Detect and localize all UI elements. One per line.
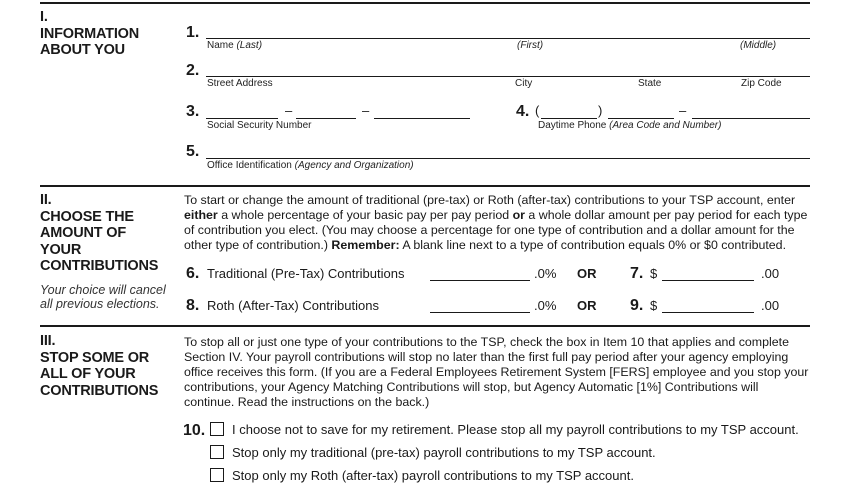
office-id-label: Office Identification (Agency and Organization) [207,160,414,171]
item-4-number: 4. [516,103,530,120]
ssn-part-3[interactable] [374,118,470,119]
section-1-top-rule [40,2,810,4]
roth-dollar-field[interactable] [662,312,754,313]
office-id-field[interactable] [206,158,810,159]
zip-code-label: Zip Code [741,78,782,89]
phone-number-field[interactable] [692,118,810,119]
name-label: Name (Last) [207,40,263,51]
traditional-percent-field[interactable] [430,280,530,281]
street-address-label: Street Address [207,78,273,89]
traditional-percent-suffix: .0% [534,266,557,281]
section-3-top-rule [40,325,810,327]
stop-traditional-checkbox[interactable] [210,445,224,459]
section-3-heading: III. STOP SOME OR ALL OF YOUR CONTRIBUTIONS [40,333,159,399]
ssn-dash-1: – [285,103,293,118]
section-2-instructions: To start or change the amount of traditional (pre-tax) or Roth (after-tax) contributions to your TSP account, enter either a whole percentage of your basic pay per pay period or a whole dollar amount per pay period for each type of contribution you elect. (You may choose a percentage for one type of contribution and a dollar amount for the other type of contribution.) Remember: A blank line next to a type of contribution equals 0% or $0 contributed. [184,193,808,252]
state-label: State [638,78,662,89]
phone-prefix-field[interactable] [608,118,674,119]
phone-label: Daytime Phone (Area Code and Number) [538,120,722,131]
first-name-label: (First) [517,40,544,51]
item-2-number: 2. [186,62,200,79]
item-6-number: 6. [186,265,200,282]
roth-cents-suffix: .00 [761,298,780,313]
stop-traditional-label: Stop only my traditional (pre-tax) payroll contributions to my TSP account. [232,445,656,460]
section-2-top-rule [40,185,810,187]
roth-percent-suffix: .0% [534,298,557,313]
traditional-contributions-label: Traditional (Pre-Tax) Contributions [207,266,405,281]
address-field[interactable] [206,76,810,77]
phone-paren-close: ) [598,103,603,118]
dollar-sign-1: $ [650,266,658,281]
traditional-cents-suffix: .00 [761,266,780,281]
section-3-instructions: To stop all or just one type of your contributions to the TSP, check the box in Item 10 that applies and complete Section IV. Your payroll contributions will stop no later than the first full pay period after your agency employing office receives this form. (If you are a Federal Employees Retirement System [FERS] employee and you stop your contributions, your Agency Matching Contributions will stop, but Agency Automatic [1%] Contributions will continue. Read the instructions on the back.) [184,335,809,409]
name-field[interactable] [206,38,810,39]
traditional-dollar-field[interactable] [662,280,754,281]
item-1-number: 1. [186,24,200,41]
item-10-number: 10. [183,422,206,439]
item-8-number: 8. [186,297,200,314]
stop-roth-label: Stop only my Roth (after-tax) payroll contributions to my TSP account. [232,468,634,483]
item-5-number: 5. [186,143,200,160]
phone-paren-open: ( [535,103,540,118]
ssn-part-1[interactable] [206,118,278,119]
dollar-sign-2: $ [650,298,658,313]
middle-name-label: (Middle) [740,40,777,51]
section-2-heading: II. CHOOSE THE AMOUNT OF YOUR CONTRIBUTIONS [40,192,159,274]
section-1-heading: I. INFORMATION ABOUT YOU [40,9,140,58]
city-label: City [515,78,533,89]
or-label-2: OR [577,298,597,313]
or-label-1: OR [577,266,597,281]
roth-percent-field[interactable] [430,312,530,313]
stop-all-label: I choose not to save for my retirement. Please stop all my payroll contributions to my TSP account. [232,422,799,437]
phone-dash: – [679,103,687,118]
stop-all-checkbox[interactable] [210,422,224,436]
section-2-note: Your choice will cancel all previous elections. [40,283,166,311]
area-code-field[interactable] [541,118,597,119]
item-3-number: 3. [186,103,200,120]
item-9-number: 9. [630,297,644,314]
ssn-part-2[interactable] [296,118,356,119]
ssn-label: Social Security Number [207,120,312,131]
item-7-number: 7. [630,265,644,282]
stop-roth-checkbox[interactable] [210,468,224,482]
ssn-dash-2: – [362,103,370,118]
roth-contributions-label: Roth (After-Tax) Contributions [207,298,379,313]
